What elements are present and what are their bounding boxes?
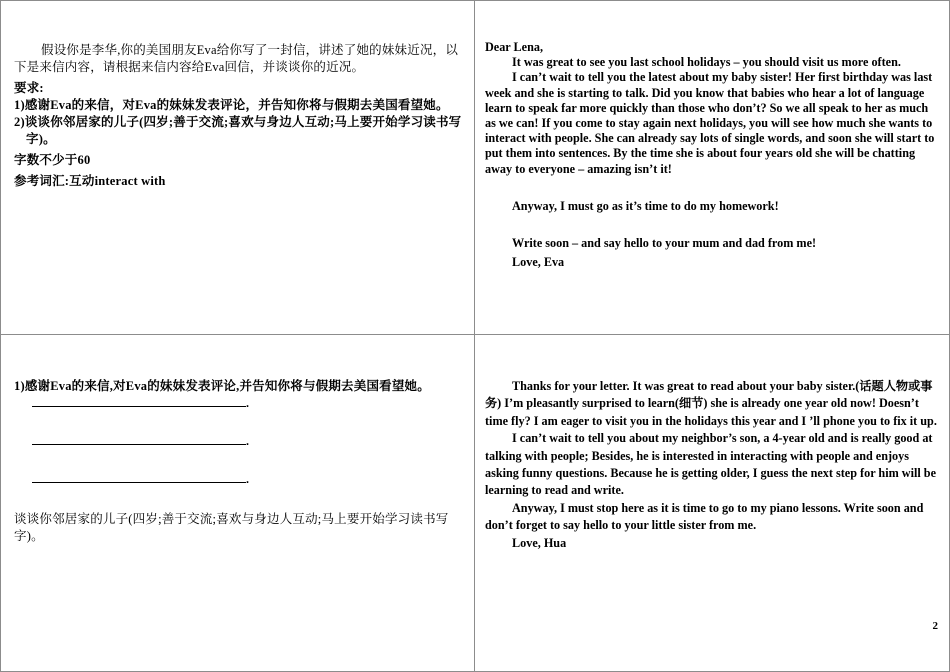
answer-blank-row: [14, 433, 466, 471]
answer-blank-row: [14, 395, 466, 433]
vertical-divider: [474, 0, 475, 672]
outline-panel: [14, 378, 466, 545]
letter-signature: Love, Eva: [512, 255, 565, 270]
outline-item-2: 谈谈你邻居家的儿子(四岁;善于交流;喜欢与身边人互动;马上要开始学习读书写字)。: [14, 512, 449, 543]
reply-signature: Love, Hua: [512, 535, 567, 550]
requirements-title: 要求:: [14, 81, 44, 95]
letter-paragraph-3: Anyway, I must go as it’s time to do my homework!: [512, 198, 779, 213]
letter-paragraph-1: It was great to see you last school holidays – you should visit us more often.: [512, 55, 901, 70]
reply-paragraph-1: Thanks for your letter. It was great to read about your baby sister.(话题人物或事务) I’m pleasantly surprised to learn(细节) she is already one year old now! Doesn’t time fly? I am eager to visit you in the holidays this year and I ’ll phone you to fix it up.: [485, 379, 937, 428]
answer-blank-line[interactable]: [32, 398, 246, 407]
task-panel: [14, 42, 466, 190]
reply-paragraph-3: Anyway, I must stop here as it is time to go to my piano lessons. Write soon and don’t forget to say hello to your little sister from me.: [485, 500, 924, 533]
reply-paragraph-2: I can’t wait to tell you about my neighbor’s son, a 4-year old and is really good at talking with people; Besides, he is interested in interacting with people and enjoys asking funny questions. Because he is getting older, I guess the next step for him will be learning to read and write.: [485, 431, 936, 498]
requirement-2: 2)谈谈你邻居家的儿子(四岁;善于交流;喜欢与身边人互动;马上要开始学习读书写字)。: [14, 115, 462, 146]
blank-period: .: [246, 396, 250, 410]
reply-letter-panel: [485, 378, 937, 552]
blank-period: .: [246, 472, 250, 486]
requirement-1: 1)感谢Eva的来信，对Eva的妹妹发表评论，并告知你将与假期去美国看望她。: [14, 98, 449, 112]
blank-period: .: [246, 434, 250, 448]
letter-paragraph-4: Write soon – and say hello to your mum and dad from me!: [512, 236, 817, 251]
answer-blank-row: [14, 471, 466, 509]
letter-paragraph-2: I can’t wait to tell you the latest about my baby sister! Her first birthday was last week and she is starting to talk. Did you know that babies who hear a lot of language learn to speak far more quickly than those who don’t? So we all speak to her as much as we can! If you come to stay again next holidays, you will see how much she wants to interact with people. She can already say lots of single words, and soon she will start to put them into sentences. By the time she is about four years old she will be chatting away to everyone – amazing isn’t it!: [485, 70, 935, 176]
word-count-requirement: 字数不少于60: [14, 153, 91, 167]
letter-greeting: Dear Lena,: [485, 40, 543, 54]
task-intro: 假设你是李华,你的美国朋友Eva给你写了一封信，讲述了她的妹妹近况，以下是来信内容，请根据来信内容给Eva回信，并谈谈你的近况。: [14, 43, 459, 74]
reference-vocabulary: 参考词汇:互动interact with: [14, 174, 166, 188]
horizontal-divider: [0, 334, 950, 335]
page-number: 2: [932, 620, 938, 632]
outline-item-1: 1)感谢Eva的来信,对Eva的妹妹发表评论,并告知你将与假期去美国看望她。: [14, 379, 430, 393]
answer-blank-line[interactable]: [32, 474, 246, 483]
answer-blank-line[interactable]: [32, 436, 246, 445]
eva-letter-panel: [485, 40, 937, 270]
